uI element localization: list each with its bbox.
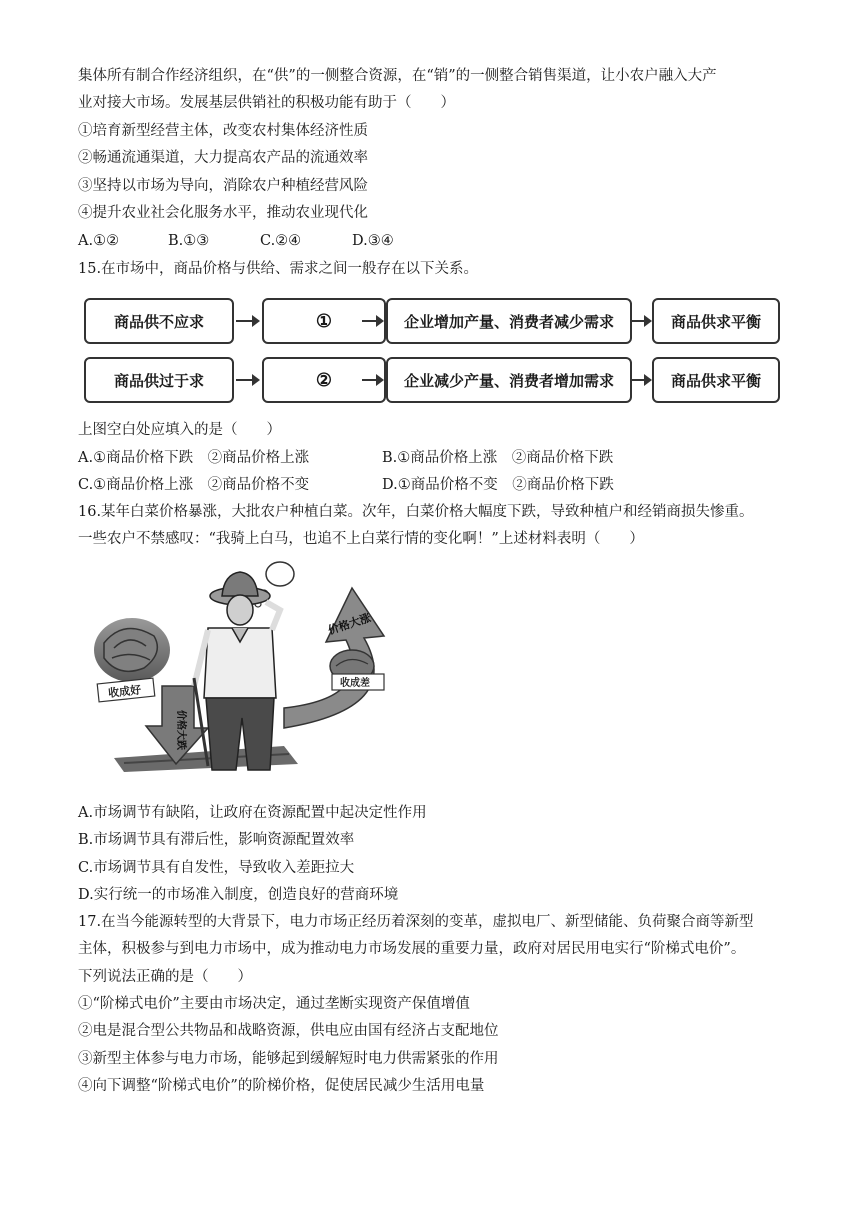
q16-stem-line-2: 一些农户不禁感叹：“我骑上白马，也追不上白菜行情的变化啊！”上述材料表明（ ） (78, 531, 644, 547)
q16-left-tag: 收成好 (107, 683, 142, 700)
q16-option-c[interactable]: C.市场调节具有自发性，导致收入差距拉大 (78, 860, 355, 876)
q16-down-label: 价格大跌 (175, 710, 186, 750)
q15-arrow (362, 379, 382, 381)
q17-item-3: ③新型主体参与电力市场，能够起到缓解短时电力供需紧张的作用 (78, 1051, 499, 1067)
q17-stem-line-2: 主体，积极参与到电力市场中，成为推动电力市场发展的重要力量，政府对居民用电实行“阶梯式电价”。 (78, 941, 746, 957)
q15-box-shortage: 商品供不应求 (84, 298, 234, 344)
q16-option-a[interactable]: A.市场调节有缺陷，让政府在资源配置中起决定性作用 (78, 805, 427, 821)
q15-box-surplus: 商品供过于求 (84, 357, 234, 403)
q16-option-b[interactable]: B.市场调节具有滞后性，影响资源配置效率 (78, 832, 355, 848)
q16-right-tag: 收成差 (340, 678, 370, 689)
q15-option-b[interactable]: B.①商品价格上涨 ②商品价格下跌 (382, 450, 614, 466)
q16-cartoon-farmer-illustration (84, 558, 404, 786)
intro-option-c[interactable]: C.②④ (260, 233, 302, 249)
q15-blank-1: ① (262, 298, 386, 344)
intro-item-1: ①培育新型经营主体，改变农村集体经济性质 (78, 123, 368, 139)
intro-option-a[interactable]: A.①② (78, 233, 120, 249)
q16-stem-line-1: 16.某年白菜价格暴涨，大批农户种植白菜。次年，白菜价格大幅度下跌，导致种植户和经销商损失惨重。 (78, 504, 754, 520)
q17-item-1: ①“阶梯式电价”主要由市场决定，通过垄断实现资产保值增值 (78, 996, 470, 1012)
intro-option-d[interactable]: D.③④ (352, 233, 394, 249)
farmer-figure (194, 572, 280, 770)
q15-arrow (362, 320, 382, 322)
q15-arrow (236, 320, 258, 322)
intro-item-4: ④提升农业社会化服务水平，推动农业现代化 (78, 205, 368, 221)
q17-item-4: ④向下调整“阶梯式电价”的阶梯价格，促使居民减少生活用电量 (78, 1078, 485, 1094)
q15-arrow (236, 379, 258, 381)
q17-item-2: ②电是混合型公共物品和战略资源，供电应由国有经济占支配地位 (78, 1023, 499, 1039)
q15-box-response-1: 企业增加产量、消费者减少需求 (386, 298, 632, 344)
q15-option-d[interactable]: D.①商品价格不变 ②商品价格下跌 (382, 477, 614, 493)
q15-prompt: 上图空白处应填入的是（ ） (78, 422, 281, 438)
intro-line-2: 业对接大市场。发展基层供销社的积极功能有助于（ ） (78, 95, 455, 111)
q17-stem-line-3: 下列说法正确的是（ ） (78, 969, 252, 985)
intro-option-b[interactable]: B.①③ (168, 233, 210, 249)
q16-option-d[interactable]: D.实行统一的市场准入制度，创造良好的营商环境 (78, 887, 399, 903)
q15-arrow (632, 379, 650, 381)
intro-item-2: ②畅通流通渠道，大力提高农产品的流通效率 (78, 150, 368, 166)
q15-option-a[interactable]: A.①商品价格下跌 ②商品价格上涨 (78, 450, 310, 466)
q15-blank-2: ② (262, 357, 386, 403)
q15-box-balance-2: 商品供求平衡 (652, 357, 780, 403)
q16-up-label: 价格大涨 (326, 611, 373, 638)
q15-stem: 15.在市场中，商品价格与供给、需求之间一般存在以下关系。 (78, 261, 479, 277)
intro-line-1: 集体所有制合作经济组织，在“供”的一侧整合资源，在“销”的一侧整合销售渠道，让小农户融入大产 (78, 68, 717, 84)
q15-option-c[interactable]: C.①商品价格上涨 ②商品价格不变 (78, 477, 310, 493)
cabbage-icon (94, 618, 170, 682)
q15-arrow (632, 320, 650, 322)
q15-box-response-2: 企业减少产量、消费者增加需求 (386, 357, 632, 403)
intro-item-3: ③坚持以市场为导向，消除农户种植经营风险 (78, 178, 368, 194)
q17-stem-line-1: 17.在当今能源转型的大背景下，电力市场正经历着深刻的变革，虚拟电厂、新型储能、负荷聚合商等新型 (78, 914, 754, 930)
q15-box-balance-1: 商品供求平衡 (652, 298, 780, 344)
